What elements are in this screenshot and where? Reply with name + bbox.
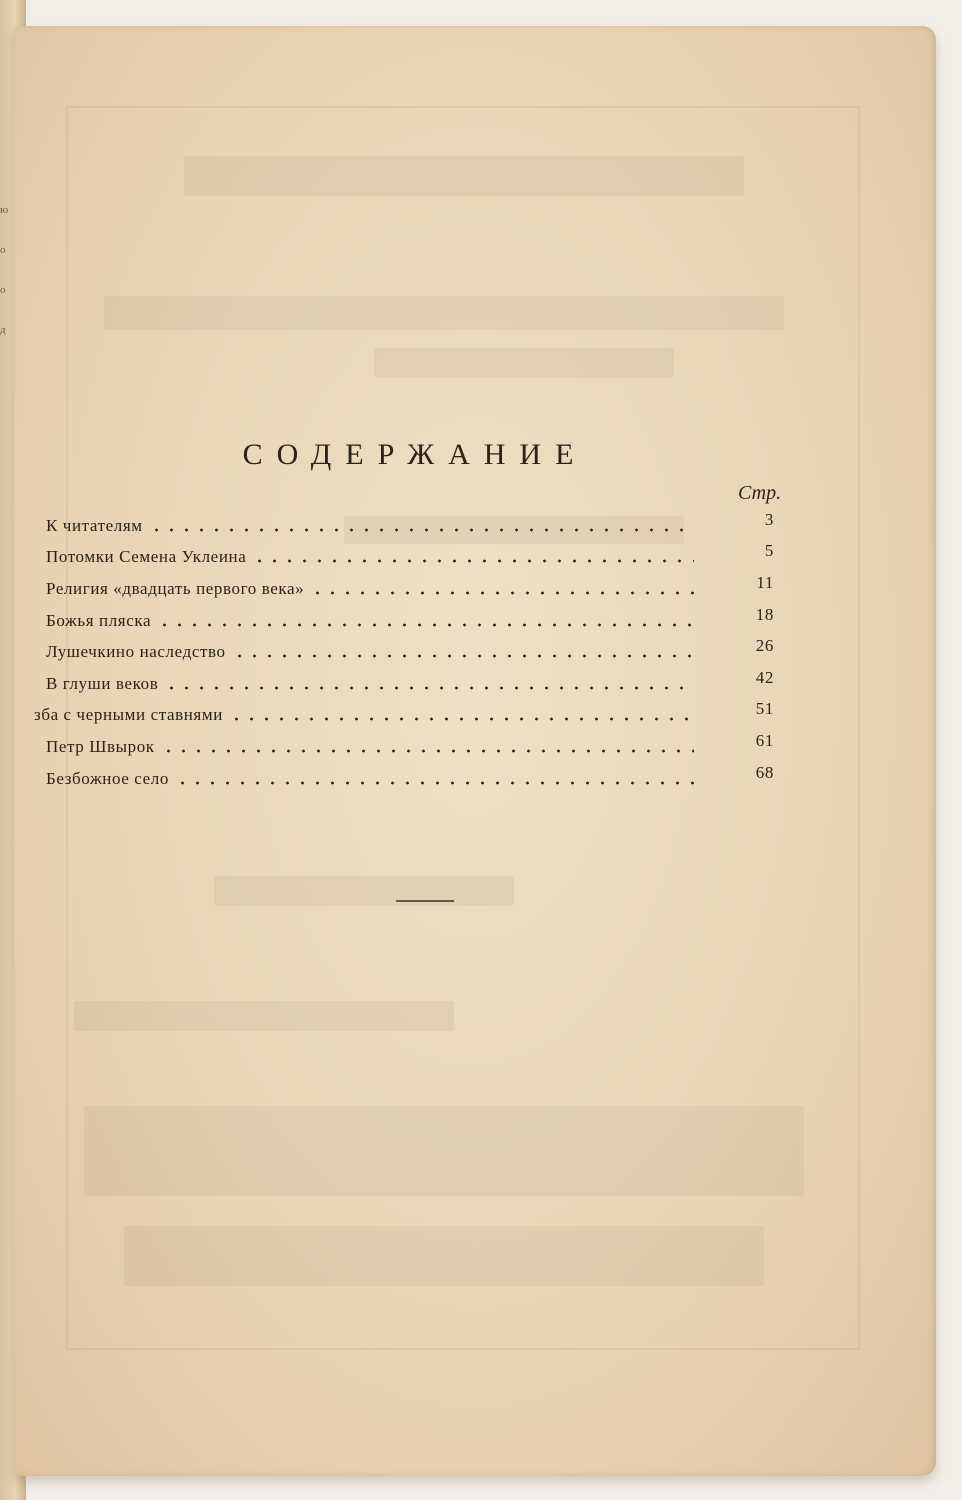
toc-entry-title: Религия «двадцать первого века» [46, 578, 305, 598]
show-through-band [104, 296, 784, 330]
toc-entry [46, 731, 786, 763]
toc-entry [46, 636, 786, 668]
toc-entry-title: Лушечкино наследство [46, 642, 226, 662]
adjacent-page-fragment: о [0, 284, 6, 296]
dot-leader [164, 683, 694, 693]
toc-entry-page: 51 [755, 699, 774, 719]
page-column-header: Стр. [738, 482, 782, 504]
dot-leader [310, 588, 694, 598]
toc-entry-page: 42 [755, 667, 774, 687]
toc-entry-title: Петр Швырок [46, 736, 155, 756]
toc-entry-title: Потомки Семена Уклеина [46, 547, 247, 567]
toc-entry [46, 763, 786, 795]
dot-leader [175, 778, 694, 788]
adjacent-page-fragment: д [0, 324, 6, 336]
show-through-band [124, 1226, 764, 1286]
toc-entry-page: 5 [764, 541, 774, 561]
dot-leader [229, 714, 694, 724]
adjacent-page-fragment: ю [0, 204, 9, 216]
toc-entry-page: 3 [764, 509, 774, 529]
show-through-band [84, 1106, 804, 1196]
toc-entry-title: зба с черными ставнями [34, 705, 223, 725]
toc-entry-page: 68 [755, 762, 774, 782]
toc-entry [46, 668, 786, 700]
toc-entry [46, 510, 786, 542]
section-divider [396, 900, 454, 902]
show-through-band [74, 1001, 454, 1031]
show-through-band [374, 348, 674, 378]
toc-entry [46, 605, 786, 637]
toc-entry-title: Безбожное село [46, 768, 169, 788]
dot-leader [252, 556, 694, 566]
toc-entry-title: Божья пляска [46, 610, 152, 630]
dot-leader [161, 746, 694, 756]
toc-entry [46, 573, 786, 605]
adjacent-page-text [0, 190, 14, 350]
toc-entry-page: 26 [755, 636, 774, 656]
toc-entry-page: 11 [756, 572, 774, 592]
toc-entry-title: К читателям [46, 515, 143, 535]
toc-entry-title: В глуши веков [46, 673, 159, 693]
toc-entry-page: 61 [755, 730, 774, 750]
adjacent-page-fragment: о [0, 244, 6, 256]
show-through-band [214, 876, 514, 906]
toc-entry-page: 18 [755, 604, 774, 624]
toc-heading: СОДЕРЖАНИЕ [242, 438, 588, 471]
dot-leader [157, 620, 694, 630]
dot-leader [149, 525, 694, 535]
dot-leader [232, 651, 694, 661]
toc-entry [34, 700, 786, 732]
show-through-band [184, 156, 744, 196]
table-of-contents [34, 509, 786, 794]
toc-entry [46, 542, 786, 574]
